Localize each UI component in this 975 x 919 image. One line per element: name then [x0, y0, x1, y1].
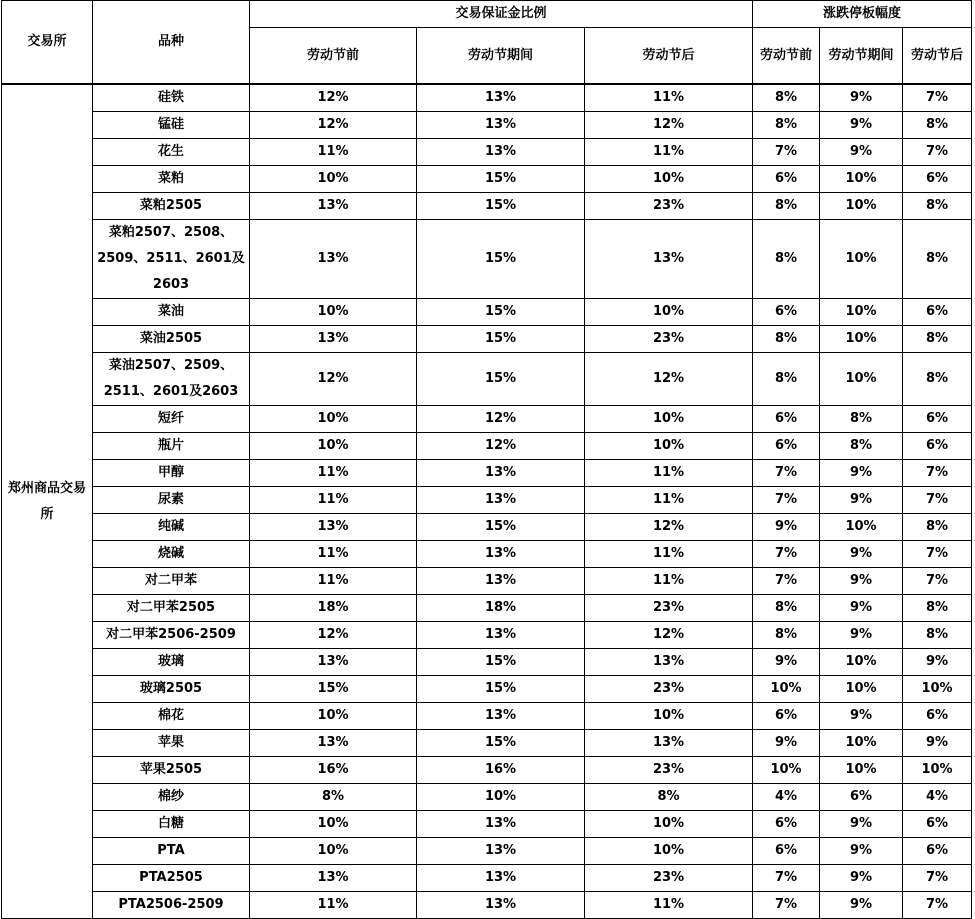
m-before-cell: 11%: [250, 487, 417, 514]
l-during-cell: 9%: [820, 139, 903, 166]
header-exchange: 交易所: [2, 1, 93, 85]
m-during-cell: 15%: [417, 730, 585, 757]
variety-cell: 菜粕2507、2508、2509、2511、2601及2603: [93, 220, 250, 299]
table-row: [2, 838, 972, 865]
m-during-cell: 15%: [417, 676, 585, 703]
table-body: [2, 84, 972, 919]
header-margin-before: 劳动节前: [250, 28, 417, 85]
m-after-cell: 11%: [585, 568, 753, 595]
variety-cell: 玻璃: [93, 649, 250, 676]
m-after-cell: 10%: [585, 703, 753, 730]
l-after-cell: 6%: [903, 433, 972, 460]
m-during-cell: 13%: [417, 811, 585, 838]
table-row: [2, 892, 972, 919]
m-during-cell: 13%: [417, 622, 585, 649]
table-row: [2, 487, 972, 514]
table-row: [2, 166, 972, 193]
m-before-cell: 16%: [250, 757, 417, 784]
m-during-cell: 13%: [417, 460, 585, 487]
m-after-cell: 8%: [585, 784, 753, 811]
variety-cell: 玻璃2505: [93, 676, 250, 703]
m-before-cell: 11%: [250, 139, 417, 166]
l-before-cell: 7%: [753, 568, 820, 595]
m-after-cell: 12%: [585, 353, 753, 406]
m-during-cell: 15%: [417, 326, 585, 353]
m-before-cell: 13%: [250, 220, 417, 299]
m-before-cell: 11%: [250, 892, 417, 919]
variety-cell: 硅铁: [93, 84, 250, 112]
l-before-cell: 7%: [753, 541, 820, 568]
variety-cell: 甲醇: [93, 460, 250, 487]
table-row: [2, 433, 972, 460]
variety-cell: 对二甲苯2505: [93, 595, 250, 622]
l-after-cell: 6%: [903, 703, 972, 730]
l-after-cell: 8%: [903, 193, 972, 220]
l-during-cell: 10%: [820, 299, 903, 326]
variety-cell: 对二甲苯: [93, 568, 250, 595]
header-variety: 品种: [93, 1, 250, 85]
l-before-cell: 4%: [753, 784, 820, 811]
m-before-cell: 10%: [250, 838, 417, 865]
l-after-cell: 10%: [903, 757, 972, 784]
variety-cell: PTA2505: [93, 865, 250, 892]
table-row: [2, 112, 972, 139]
l-during-cell: 9%: [820, 892, 903, 919]
m-during-cell: 13%: [417, 892, 585, 919]
m-before-cell: 13%: [250, 649, 417, 676]
variety-cell: 菜油2507、2509、2511、2601及2603: [93, 353, 250, 406]
table-row: [2, 757, 972, 784]
m-after-cell: 12%: [585, 514, 753, 541]
m-before-cell: 10%: [250, 406, 417, 433]
m-during-cell: 15%: [417, 649, 585, 676]
l-during-cell: 10%: [820, 676, 903, 703]
l-before-cell: 8%: [753, 220, 820, 299]
l-during-cell: 10%: [820, 220, 903, 299]
l-before-cell: 8%: [753, 595, 820, 622]
table-row: [2, 865, 972, 892]
table-row: [2, 139, 972, 166]
l-during-cell: 10%: [820, 166, 903, 193]
m-during-cell: 15%: [417, 353, 585, 406]
m-after-cell: 23%: [585, 193, 753, 220]
table-row: [2, 406, 972, 433]
m-during-cell: 13%: [417, 838, 585, 865]
m-during-cell: 10%: [417, 784, 585, 811]
variety-cell: 菜油2505: [93, 326, 250, 353]
l-after-cell: 8%: [903, 326, 972, 353]
m-before-cell: 12%: [250, 353, 417, 406]
table-row: [2, 193, 972, 220]
l-before-cell: 8%: [753, 622, 820, 649]
m-during-cell: 13%: [417, 541, 585, 568]
variety-cell: 菜粕: [93, 166, 250, 193]
l-before-cell: 6%: [753, 703, 820, 730]
l-during-cell: 9%: [820, 595, 903, 622]
variety-cell: 花生: [93, 139, 250, 166]
m-during-cell: 15%: [417, 166, 585, 193]
l-during-cell: 9%: [820, 865, 903, 892]
m-after-cell: 11%: [585, 460, 753, 487]
m-during-cell: 13%: [417, 865, 585, 892]
m-before-cell: 10%: [250, 433, 417, 460]
l-before-cell: 8%: [753, 193, 820, 220]
header-limit-after: 劳动节后: [903, 28, 972, 85]
m-before-cell: 11%: [250, 460, 417, 487]
l-during-cell: 10%: [820, 193, 903, 220]
m-after-cell: 11%: [585, 892, 753, 919]
l-during-cell: 9%: [820, 460, 903, 487]
variety-cell: 苹果: [93, 730, 250, 757]
table-row: [2, 703, 972, 730]
l-before-cell: 10%: [753, 757, 820, 784]
variety-cell: 白糖: [93, 811, 250, 838]
l-after-cell: 8%: [903, 622, 972, 649]
table-row: [2, 649, 972, 676]
m-after-cell: 12%: [585, 112, 753, 139]
l-after-cell: 7%: [903, 865, 972, 892]
m-after-cell: 10%: [585, 433, 753, 460]
m-before-cell: 13%: [250, 514, 417, 541]
l-during-cell: 10%: [820, 649, 903, 676]
m-after-cell: 23%: [585, 595, 753, 622]
table-row: [2, 622, 972, 649]
l-during-cell: 8%: [820, 433, 903, 460]
l-after-cell: 7%: [903, 541, 972, 568]
m-during-cell: 15%: [417, 193, 585, 220]
l-during-cell: 10%: [820, 514, 903, 541]
l-before-cell: 6%: [753, 166, 820, 193]
l-before-cell: 9%: [753, 649, 820, 676]
m-before-cell: 10%: [250, 299, 417, 326]
table-row: [2, 299, 972, 326]
m-during-cell: 15%: [417, 299, 585, 326]
table-row: [2, 84, 972, 112]
l-during-cell: 10%: [820, 730, 903, 757]
m-before-cell: 10%: [250, 166, 417, 193]
table-row: [2, 326, 972, 353]
m-after-cell: 13%: [585, 649, 753, 676]
l-after-cell: 8%: [903, 514, 972, 541]
table-row: [2, 353, 972, 406]
l-during-cell: 9%: [820, 541, 903, 568]
m-during-cell: 15%: [417, 514, 585, 541]
l-during-cell: 8%: [820, 406, 903, 433]
m-before-cell: 11%: [250, 568, 417, 595]
m-during-cell: 12%: [417, 406, 585, 433]
l-after-cell: 9%: [903, 649, 972, 676]
header-limit-group: 涨跌停板幅度: [753, 1, 972, 28]
m-after-cell: 23%: [585, 326, 753, 353]
variety-cell: 烧碱: [93, 541, 250, 568]
l-during-cell: 6%: [820, 784, 903, 811]
l-before-cell: 8%: [753, 326, 820, 353]
m-during-cell: 16%: [417, 757, 585, 784]
m-before-cell: 11%: [250, 541, 417, 568]
l-after-cell: 8%: [903, 220, 972, 299]
variety-cell: 锰硅: [93, 112, 250, 139]
m-after-cell: 11%: [585, 487, 753, 514]
variety-cell: 棉花: [93, 703, 250, 730]
variety-cell: PTA2506-2509: [93, 892, 250, 919]
m-before-cell: 12%: [250, 84, 417, 112]
l-during-cell: 10%: [820, 757, 903, 784]
table-row: [2, 514, 972, 541]
m-after-cell: 11%: [585, 541, 753, 568]
variety-cell: 棉纱: [93, 784, 250, 811]
variety-cell: 菜粕2505: [93, 193, 250, 220]
l-during-cell: 10%: [820, 326, 903, 353]
l-before-cell: 6%: [753, 838, 820, 865]
l-before-cell: 7%: [753, 865, 820, 892]
m-before-cell: 12%: [250, 622, 417, 649]
m-during-cell: 13%: [417, 139, 585, 166]
l-during-cell: 9%: [820, 112, 903, 139]
m-before-cell: 10%: [250, 811, 417, 838]
l-during-cell: 9%: [820, 84, 903, 112]
variety-cell: 苹果2505: [93, 757, 250, 784]
variety-cell: 对二甲苯2506-2509: [93, 622, 250, 649]
l-before-cell: 6%: [753, 433, 820, 460]
table-row: [2, 568, 972, 595]
header-margin-after: 劳动节后: [585, 28, 753, 85]
m-before-cell: 15%: [250, 676, 417, 703]
m-after-cell: 10%: [585, 299, 753, 326]
l-before-cell: 7%: [753, 460, 820, 487]
l-during-cell: 10%: [820, 353, 903, 406]
l-before-cell: 10%: [753, 676, 820, 703]
l-after-cell: 7%: [903, 892, 972, 919]
l-after-cell: 7%: [903, 487, 972, 514]
l-after-cell: 10%: [903, 676, 972, 703]
header-margin-group: 交易保证金比例: [250, 1, 753, 28]
m-after-cell: 12%: [585, 622, 753, 649]
m-during-cell: 13%: [417, 703, 585, 730]
margin-limit-table: [1, 0, 972, 919]
m-before-cell: 10%: [250, 703, 417, 730]
l-before-cell: 7%: [753, 139, 820, 166]
l-after-cell: 9%: [903, 730, 972, 757]
l-before-cell: 8%: [753, 353, 820, 406]
header-limit-during: 劳动节期间: [820, 28, 903, 85]
l-during-cell: 9%: [820, 568, 903, 595]
l-after-cell: 8%: [903, 595, 972, 622]
variety-cell: 瓶片: [93, 433, 250, 460]
variety-cell: 菜油: [93, 299, 250, 326]
m-before-cell: 13%: [250, 326, 417, 353]
l-after-cell: 7%: [903, 568, 972, 595]
l-during-cell: 9%: [820, 487, 903, 514]
m-during-cell: 15%: [417, 220, 585, 299]
m-before-cell: 18%: [250, 595, 417, 622]
l-after-cell: 4%: [903, 784, 972, 811]
m-after-cell: 10%: [585, 406, 753, 433]
m-after-cell: 23%: [585, 757, 753, 784]
l-during-cell: 9%: [820, 838, 903, 865]
m-during-cell: 18%: [417, 595, 585, 622]
l-before-cell: 9%: [753, 514, 820, 541]
l-before-cell: 8%: [753, 84, 820, 112]
variety-cell: 尿素: [93, 487, 250, 514]
l-before-cell: 7%: [753, 487, 820, 514]
m-after-cell: 23%: [585, 865, 753, 892]
table-row: [2, 784, 972, 811]
l-before-cell: 9%: [753, 730, 820, 757]
l-before-cell: 8%: [753, 112, 820, 139]
variety-cell: PTA: [93, 838, 250, 865]
m-after-cell: 23%: [585, 676, 753, 703]
m-after-cell: 11%: [585, 139, 753, 166]
m-after-cell: 10%: [585, 838, 753, 865]
l-before-cell: 6%: [753, 299, 820, 326]
table-row: [2, 541, 972, 568]
l-after-cell: 7%: [903, 84, 972, 112]
l-before-cell: 7%: [753, 892, 820, 919]
l-during-cell: 9%: [820, 703, 903, 730]
variety-cell: 短纤: [93, 406, 250, 433]
l-before-cell: 6%: [753, 811, 820, 838]
l-before-cell: 6%: [753, 406, 820, 433]
l-after-cell: 6%: [903, 166, 972, 193]
m-after-cell: 13%: [585, 730, 753, 757]
l-during-cell: 9%: [820, 811, 903, 838]
m-during-cell: 13%: [417, 112, 585, 139]
l-after-cell: 8%: [903, 353, 972, 406]
m-before-cell: 13%: [250, 865, 417, 892]
table-row: [2, 220, 972, 299]
m-before-cell: 13%: [250, 193, 417, 220]
m-after-cell: 11%: [585, 84, 753, 112]
l-after-cell: 6%: [903, 838, 972, 865]
exchange-name-cell: 郑州商品交易所: [2, 84, 93, 919]
m-during-cell: 13%: [417, 568, 585, 595]
l-after-cell: 7%: [903, 460, 972, 487]
l-during-cell: 9%: [820, 622, 903, 649]
m-before-cell: 12%: [250, 112, 417, 139]
table-row: [2, 730, 972, 757]
l-after-cell: 8%: [903, 112, 972, 139]
table-row: [2, 676, 972, 703]
l-after-cell: 6%: [903, 811, 972, 838]
table-row: [2, 460, 972, 487]
variety-cell: 纯碱: [93, 514, 250, 541]
l-after-cell: 6%: [903, 406, 972, 433]
m-before-cell: 8%: [250, 784, 417, 811]
m-before-cell: 13%: [250, 730, 417, 757]
l-after-cell: 7%: [903, 139, 972, 166]
m-after-cell: 10%: [585, 811, 753, 838]
m-after-cell: 10%: [585, 166, 753, 193]
m-during-cell: 13%: [417, 487, 585, 514]
header-margin-during: 劳动节期间: [417, 28, 585, 85]
l-after-cell: 6%: [903, 299, 972, 326]
m-during-cell: 12%: [417, 433, 585, 460]
m-during-cell: 13%: [417, 84, 585, 112]
m-after-cell: 13%: [585, 220, 753, 299]
table-row: [2, 595, 972, 622]
header-limit-before: 劳动节前: [753, 28, 820, 85]
table-row: [2, 811, 972, 838]
